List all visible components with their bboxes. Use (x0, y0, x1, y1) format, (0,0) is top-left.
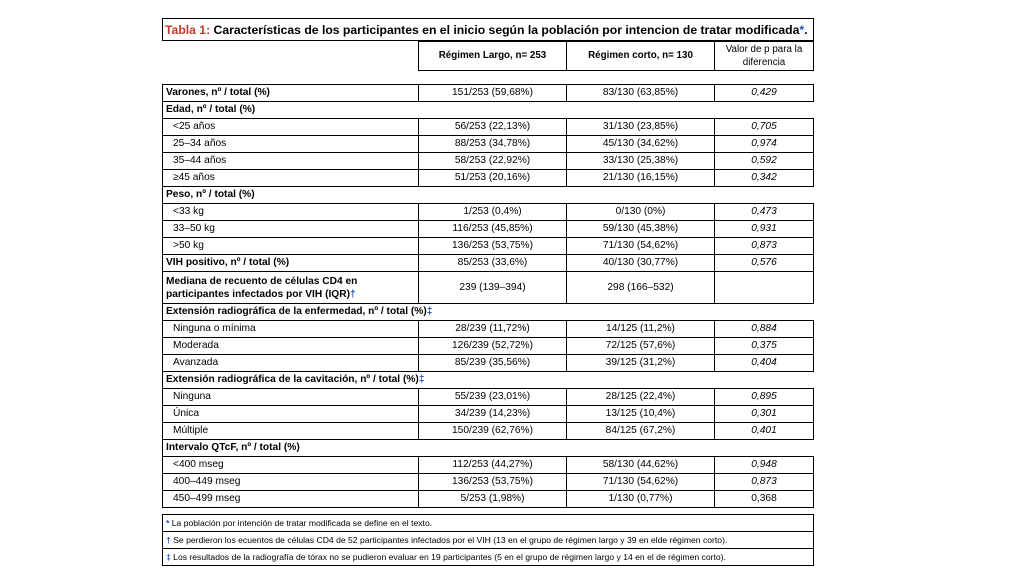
table-row (162, 338, 814, 355)
regimen-corto-value: 31/130 (23,85%) (566, 118, 714, 136)
footnotes (162, 514, 814, 566)
row-label-text: Moderada (173, 340, 219, 351)
p-value: 0,948 (714, 456, 814, 474)
table-row (162, 153, 814, 170)
p-value: 0,342 (714, 170, 814, 187)
section-title (162, 102, 814, 118)
section-title-text: Extensión radiográfica de la enfermedad, nº / total (%) (166, 306, 427, 317)
regimen-largo-value: 126/239 (52,72%) (418, 338, 566, 355)
row-label (162, 474, 418, 491)
row-label (162, 84, 418, 102)
p-value: 0,974 (714, 136, 814, 153)
title-end: . (804, 22, 808, 37)
regimen-corto-value: 83/130 (63,85%) (566, 84, 714, 102)
row-label-text: Mediana de recuento de células CD4 en participantes infectados por VIH (IQR) (166, 275, 358, 300)
footnote (162, 514, 814, 532)
p-value: 0,375 (714, 338, 814, 355)
regimen-largo-value: 239 (139–394) (418, 272, 566, 304)
section-title (162, 304, 814, 320)
p-value (714, 272, 814, 304)
section-title-text: Edad, nº / total (%) (166, 104, 256, 115)
row-label (162, 221, 418, 238)
regimen-corto-value: 39/125 (31,2%) (566, 355, 714, 372)
row-label (162, 491, 418, 508)
footnote-mark: ‡ (426, 306, 433, 317)
row-label-text: >50 kg (173, 240, 204, 251)
header-blank (162, 41, 418, 71)
row-label (162, 406, 418, 423)
table-row (162, 203, 814, 221)
regimen-corto-value: 71/130 (54,62%) (566, 238, 714, 255)
footnote-text: Los resultados de la radiografía de tórax no se pudieron evaluar en 19 participantes (5 en el grupo de régimen largo y 14 en el de régimen corto). (170, 552, 726, 562)
section-title-text: Intervalo QTcF, nº / total (%) (166, 442, 300, 453)
regimen-corto-value: 58/130 (44,62%) (566, 456, 714, 474)
regimen-largo-value: 34/239 (14,23%) (418, 406, 566, 423)
header-p-value: Valor de p para la diferencia (714, 41, 814, 71)
row-label-text: Ninguna (173, 391, 211, 402)
header-regimen-corto: Régimen corto, n= 130 (566, 41, 714, 71)
row-label (162, 456, 418, 474)
row-label (162, 136, 418, 153)
regimen-corto-value: 298 (166–532) (566, 272, 714, 304)
footnote-mark: † (349, 288, 356, 300)
regimen-largo-value: 58/253 (22,92%) (418, 153, 566, 170)
regimen-corto-value: 28/125 (22,4%) (566, 388, 714, 406)
regimen-largo-value: 56/253 (22,13%) (418, 118, 566, 136)
table-row (162, 355, 814, 372)
table-row (162, 388, 814, 406)
p-value: 0,576 (714, 255, 814, 272)
title-label: Tabla 1: (165, 22, 211, 37)
p-value: 0,592 (714, 153, 814, 170)
section-header-row (162, 102, 814, 118)
footnote (162, 531, 814, 549)
header-row (162, 41, 814, 71)
row-label-text: Avanzada (173, 357, 219, 368)
row-label-text: VIH positivo, nº / total (%) (166, 257, 290, 268)
regimen-largo-value: 112/253 (44,27%) (418, 456, 566, 474)
row-label-text: 33–50 kg (173, 223, 215, 234)
regimen-corto-value: 72/125 (57,6%) (566, 338, 714, 355)
row-label-text: <33 kg (173, 206, 204, 217)
table-title (162, 18, 814, 41)
p-value: 0,873 (714, 238, 814, 255)
p-value: 0,884 (714, 320, 814, 338)
p-value: 0,705 (714, 118, 814, 136)
table-container (162, 18, 814, 566)
regimen-largo-value: 1/253 (0,4%) (418, 203, 566, 221)
p-value: 0,931 (714, 221, 814, 238)
row-label-text: Múltiple (173, 425, 209, 436)
regimen-largo-value: 136/253 (53,75%) (418, 238, 566, 255)
p-value: 0,473 (714, 203, 814, 221)
row-label-text: 25–34 años (173, 138, 227, 149)
section-title-text: Peso, nº / total (%) (166, 189, 255, 200)
regimen-corto-value: 0/130 (0%) (566, 203, 714, 221)
table-row (162, 474, 814, 491)
footnote-mark: † (166, 535, 171, 545)
regimen-corto-value: 84/125 (67,2%) (566, 423, 714, 440)
regimen-largo-value: 136/253 (53,75%) (418, 474, 566, 491)
row-label-text: <25 años (173, 121, 216, 132)
p-value: 0,368 (714, 491, 814, 508)
row-label (162, 153, 418, 170)
row-label-text: Ninguna o mínima (173, 323, 256, 334)
row-label-text: Única (173, 408, 200, 419)
row-label-text: <400 mseg (173, 459, 224, 470)
section-title (162, 372, 814, 388)
row-label-text: 400–449 mseg (173, 476, 241, 487)
regimen-largo-value: 28/239 (11,72%) (418, 320, 566, 338)
table-row (162, 221, 814, 238)
header-regimen-largo: Régimen Largo, n= 253 (418, 41, 566, 71)
table-row (162, 170, 814, 187)
regimen-corto-value: 59/130 (45,38%) (566, 221, 714, 238)
regimen-corto-value: 33/130 (25,38%) (566, 153, 714, 170)
table-row (162, 491, 814, 508)
table-row (162, 238, 814, 255)
section-header-row (162, 304, 814, 320)
regimen-largo-value: 88/253 (34,78%) (418, 136, 566, 153)
row-label (162, 423, 418, 440)
title-footnote-mark: * (799, 22, 805, 37)
row-label-text: 450–499 mseg (173, 493, 241, 504)
row-label (162, 203, 418, 221)
row-label (162, 118, 418, 136)
table-row (162, 84, 814, 102)
p-value: 0,301 (714, 406, 814, 423)
table-row (162, 118, 814, 136)
regimen-largo-value: 5/253 (1,98%) (418, 491, 566, 508)
table-row (162, 136, 814, 153)
regimen-largo-value: 150/239 (62,76%) (418, 423, 566, 440)
regimen-corto-value: 40/130 (30,77%) (566, 255, 714, 272)
footnote-text: La población por intención de tratar modificada se define en el texto. (169, 518, 433, 528)
regimen-largo-value: 151/253 (59,68%) (418, 84, 566, 102)
row-label (162, 272, 418, 304)
table-row (162, 272, 814, 304)
footnote (162, 548, 814, 566)
table-row (162, 320, 814, 338)
row-label (162, 170, 418, 187)
section-title (162, 187, 814, 203)
regimen-largo-value: 85/253 (33,6%) (418, 255, 566, 272)
row-label-text: ≥45 años (173, 172, 215, 183)
section-title-text: Extensión radiográfica de la cavitación, nº / total (%) (166, 374, 419, 385)
p-value: 0,873 (714, 474, 814, 491)
row-label (162, 255, 418, 272)
regimen-largo-value: 85/239 (35,56%) (418, 355, 566, 372)
row-label-text: Varones, nº / total (%) (166, 87, 270, 98)
row-label (162, 355, 418, 372)
section-header-row (162, 372, 814, 388)
regimen-corto-value: 21/130 (16,15%) (566, 170, 714, 187)
regimen-corto-value: 45/130 (34,62%) (566, 136, 714, 153)
regimen-largo-value: 116/253 (45,85%) (418, 221, 566, 238)
regimen-corto-value: 13/125 (10,4%) (566, 406, 714, 423)
table-row (162, 255, 814, 272)
section-header-row (162, 440, 814, 456)
row-label (162, 320, 418, 338)
section-header-row (162, 187, 814, 203)
footnote-mark: * (166, 518, 170, 528)
row-label (162, 388, 418, 406)
section-title (162, 440, 814, 456)
row-label (162, 338, 418, 355)
regimen-corto-value: 1/130 (0,77%) (566, 491, 714, 508)
p-value: 0,401 (714, 423, 814, 440)
title-text: Características de los participantes en el inicio según la población por intencion de tratar modificada (210, 22, 800, 37)
regimen-largo-value: 51/253 (20,16%) (418, 170, 566, 187)
p-value: 0,429 (714, 84, 814, 102)
p-value: 0,895 (714, 388, 814, 406)
regimen-corto-value: 71/130 (54,62%) (566, 474, 714, 491)
row-label (162, 238, 418, 255)
characteristics-table (162, 18, 814, 508)
row-label-text: 35–44 años (173, 155, 227, 166)
regimen-largo-value: 55/239 (23,01%) (418, 388, 566, 406)
table-row (162, 406, 814, 423)
regimen-corto-value: 14/125 (11,2%) (566, 320, 714, 338)
footnote-mark: ‡ (166, 552, 171, 562)
footnote-mark: ‡ (418, 374, 425, 385)
p-value: 0,404 (714, 355, 814, 372)
table-row (162, 456, 814, 474)
table-row (162, 423, 814, 440)
footnote-text: Se perdieron los ecuentos de células CD4 de 52 participantes infectados por el VIH (13 en el grupo de régimen largo y 39 en elde régimen corto). (170, 535, 728, 545)
